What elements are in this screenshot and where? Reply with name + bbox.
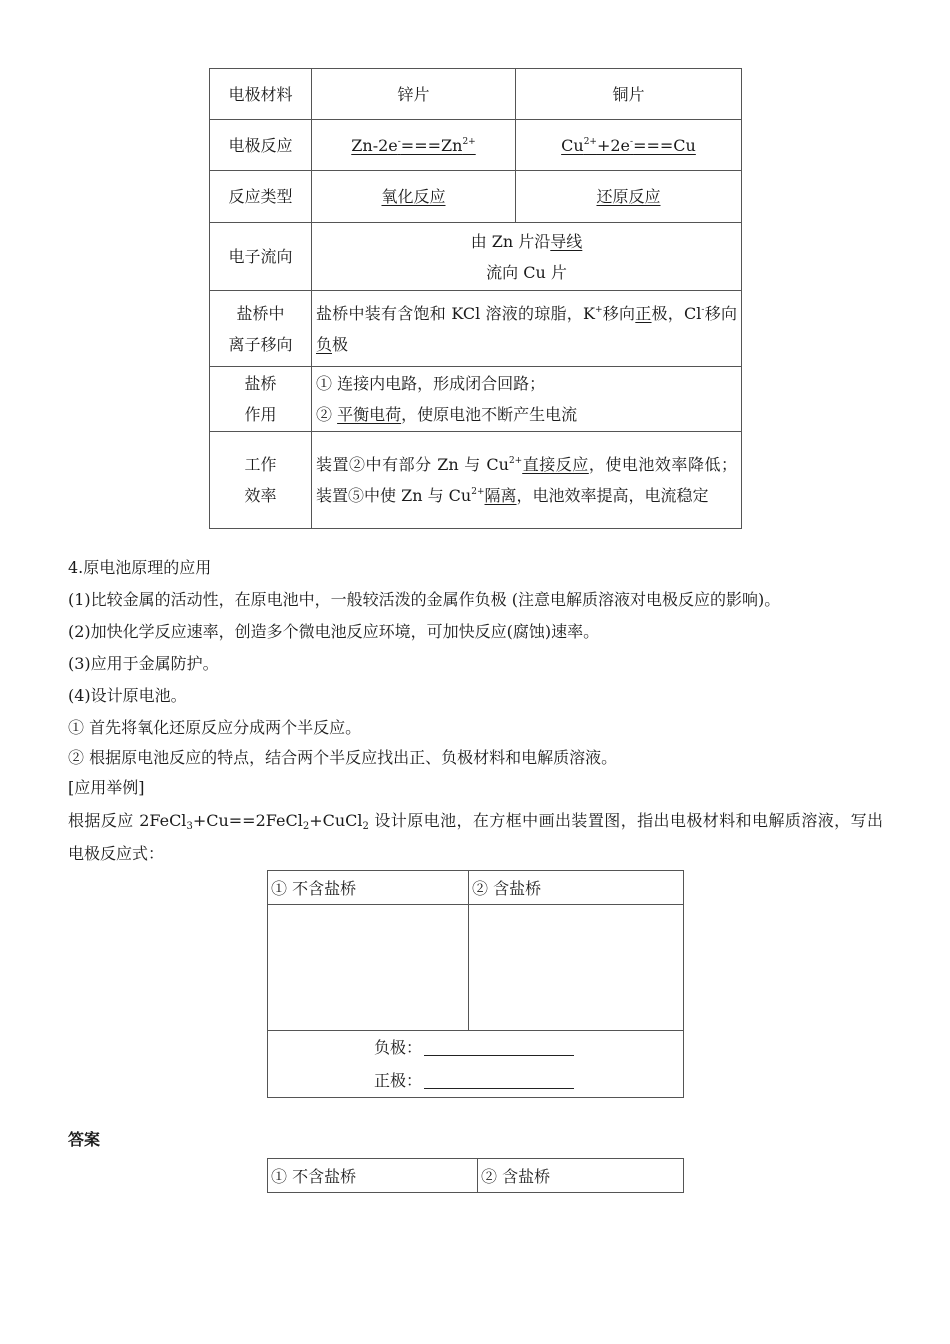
- row-label: 盐桥 作用: [210, 367, 312, 432]
- row-electrode-material: [210, 69, 742, 120]
- electrode-comparison-table: [209, 68, 742, 529]
- saltbridge-role-cell: ① 连接内电路，形成闭合回路； ② 平衡电荷，使原电池不断产生电流: [312, 367, 742, 432]
- row-saltbridge-ion: [210, 291, 742, 367]
- answer-table: [267, 1158, 684, 1193]
- efficiency-cell: 装置②中有部分 Zn 与 $Cu^{2+}$直接反应，使电池效率降低；装置⑤中使 Zn 与 $Cu^{2+}$隔离，电池效率提高，电流稳定: [312, 432, 742, 529]
- paragraph: (2)加快化学反应速率，创造多个微电池反应环境，可加快反应(腐蚀)速率。: [68, 622, 600, 641]
- row-efficiency: [210, 432, 742, 529]
- electron-flow-cell: 由 Zn 片沿导线 流向 Cu 片: [312, 223, 742, 291]
- answer-with-saltbridge-header: ② 含盐桥: [478, 1159, 684, 1193]
- row-label: 电极材料: [210, 69, 312, 120]
- negative-answer-blank[interactable]: [424, 1037, 574, 1056]
- answer-no-saltbridge-header: ① 不含盐桥: [268, 1159, 478, 1193]
- section-heading: 4.原电池原理的应用: [68, 558, 212, 577]
- paragraph: (4)设计原电池。: [68, 686, 187, 705]
- wire-answer: 导线: [550, 231, 583, 251]
- oxidation-answer: 氧化反应: [381, 187, 446, 206]
- row-label: 工作 效率: [210, 432, 312, 529]
- row-label: 盐桥中 离子移向: [210, 291, 312, 367]
- no-saltbridge-header: ① 不含盐桥: [268, 871, 469, 905]
- row-label: 反应类型: [210, 171, 312, 223]
- paragraph: (3)应用于金属防护。: [68, 654, 219, 673]
- anode-reaction: $Zn-2e^-===Zn^{2+}$: [312, 120, 516, 171]
- electrode-answer-cell: 负极： 正极：: [268, 1031, 684, 1098]
- answer-title: 答案: [68, 1130, 101, 1149]
- with-saltbridge-header: ② 含盐桥: [469, 871, 684, 905]
- row-label: 电极反应: [210, 120, 312, 171]
- row-saltbridge-role: [210, 367, 742, 432]
- paragraph: (1)比较金属的活动性，在原电池中，一般较活泼的金属作负极 (注意电解质溶液对电极反应的影响)。: [68, 590, 781, 609]
- row-label: 电子流向: [210, 223, 312, 291]
- zinc-cell: 锌片: [312, 69, 516, 120]
- row-electrode-reaction: [210, 120, 742, 171]
- drawing-area-with-saltbridge[interactable]: [469, 905, 684, 1031]
- ion-migration-cell: 盐桥中装有含饱和 KCl 溶液的琼脂，K+移向正极，Cl-移向负极: [312, 291, 742, 367]
- drawing-area-no-saltbridge[interactable]: [268, 905, 469, 1031]
- example-title: [应用举例]: [68, 778, 145, 797]
- paragraph: ① 首先将氧化还原反应分成两个半反应。: [68, 718, 362, 737]
- cathode-reaction: $Cu^{2+}+2e^-===Cu$: [516, 120, 742, 171]
- row-reaction-type: [210, 171, 742, 223]
- row-electron-flow: [210, 223, 742, 291]
- reduction-answer: 还原反应: [596, 187, 661, 206]
- copper-cell: 铜片: [516, 69, 742, 120]
- design-table: [267, 870, 684, 1098]
- positive-answer-blank[interactable]: [424, 1070, 574, 1089]
- example-question: 根据反应 2FeCl$_3$+Cu==2FeCl$_2$+CuCl$_2$ 设计原电池，在方框中画出装置图，指出电极材料和电解质溶液，写出电极反应式：: [68, 811, 883, 863]
- paragraph: ② 根据原电池反应的特点，结合两个半反应找出正、负极材料和电解质溶液。: [68, 748, 618, 767]
